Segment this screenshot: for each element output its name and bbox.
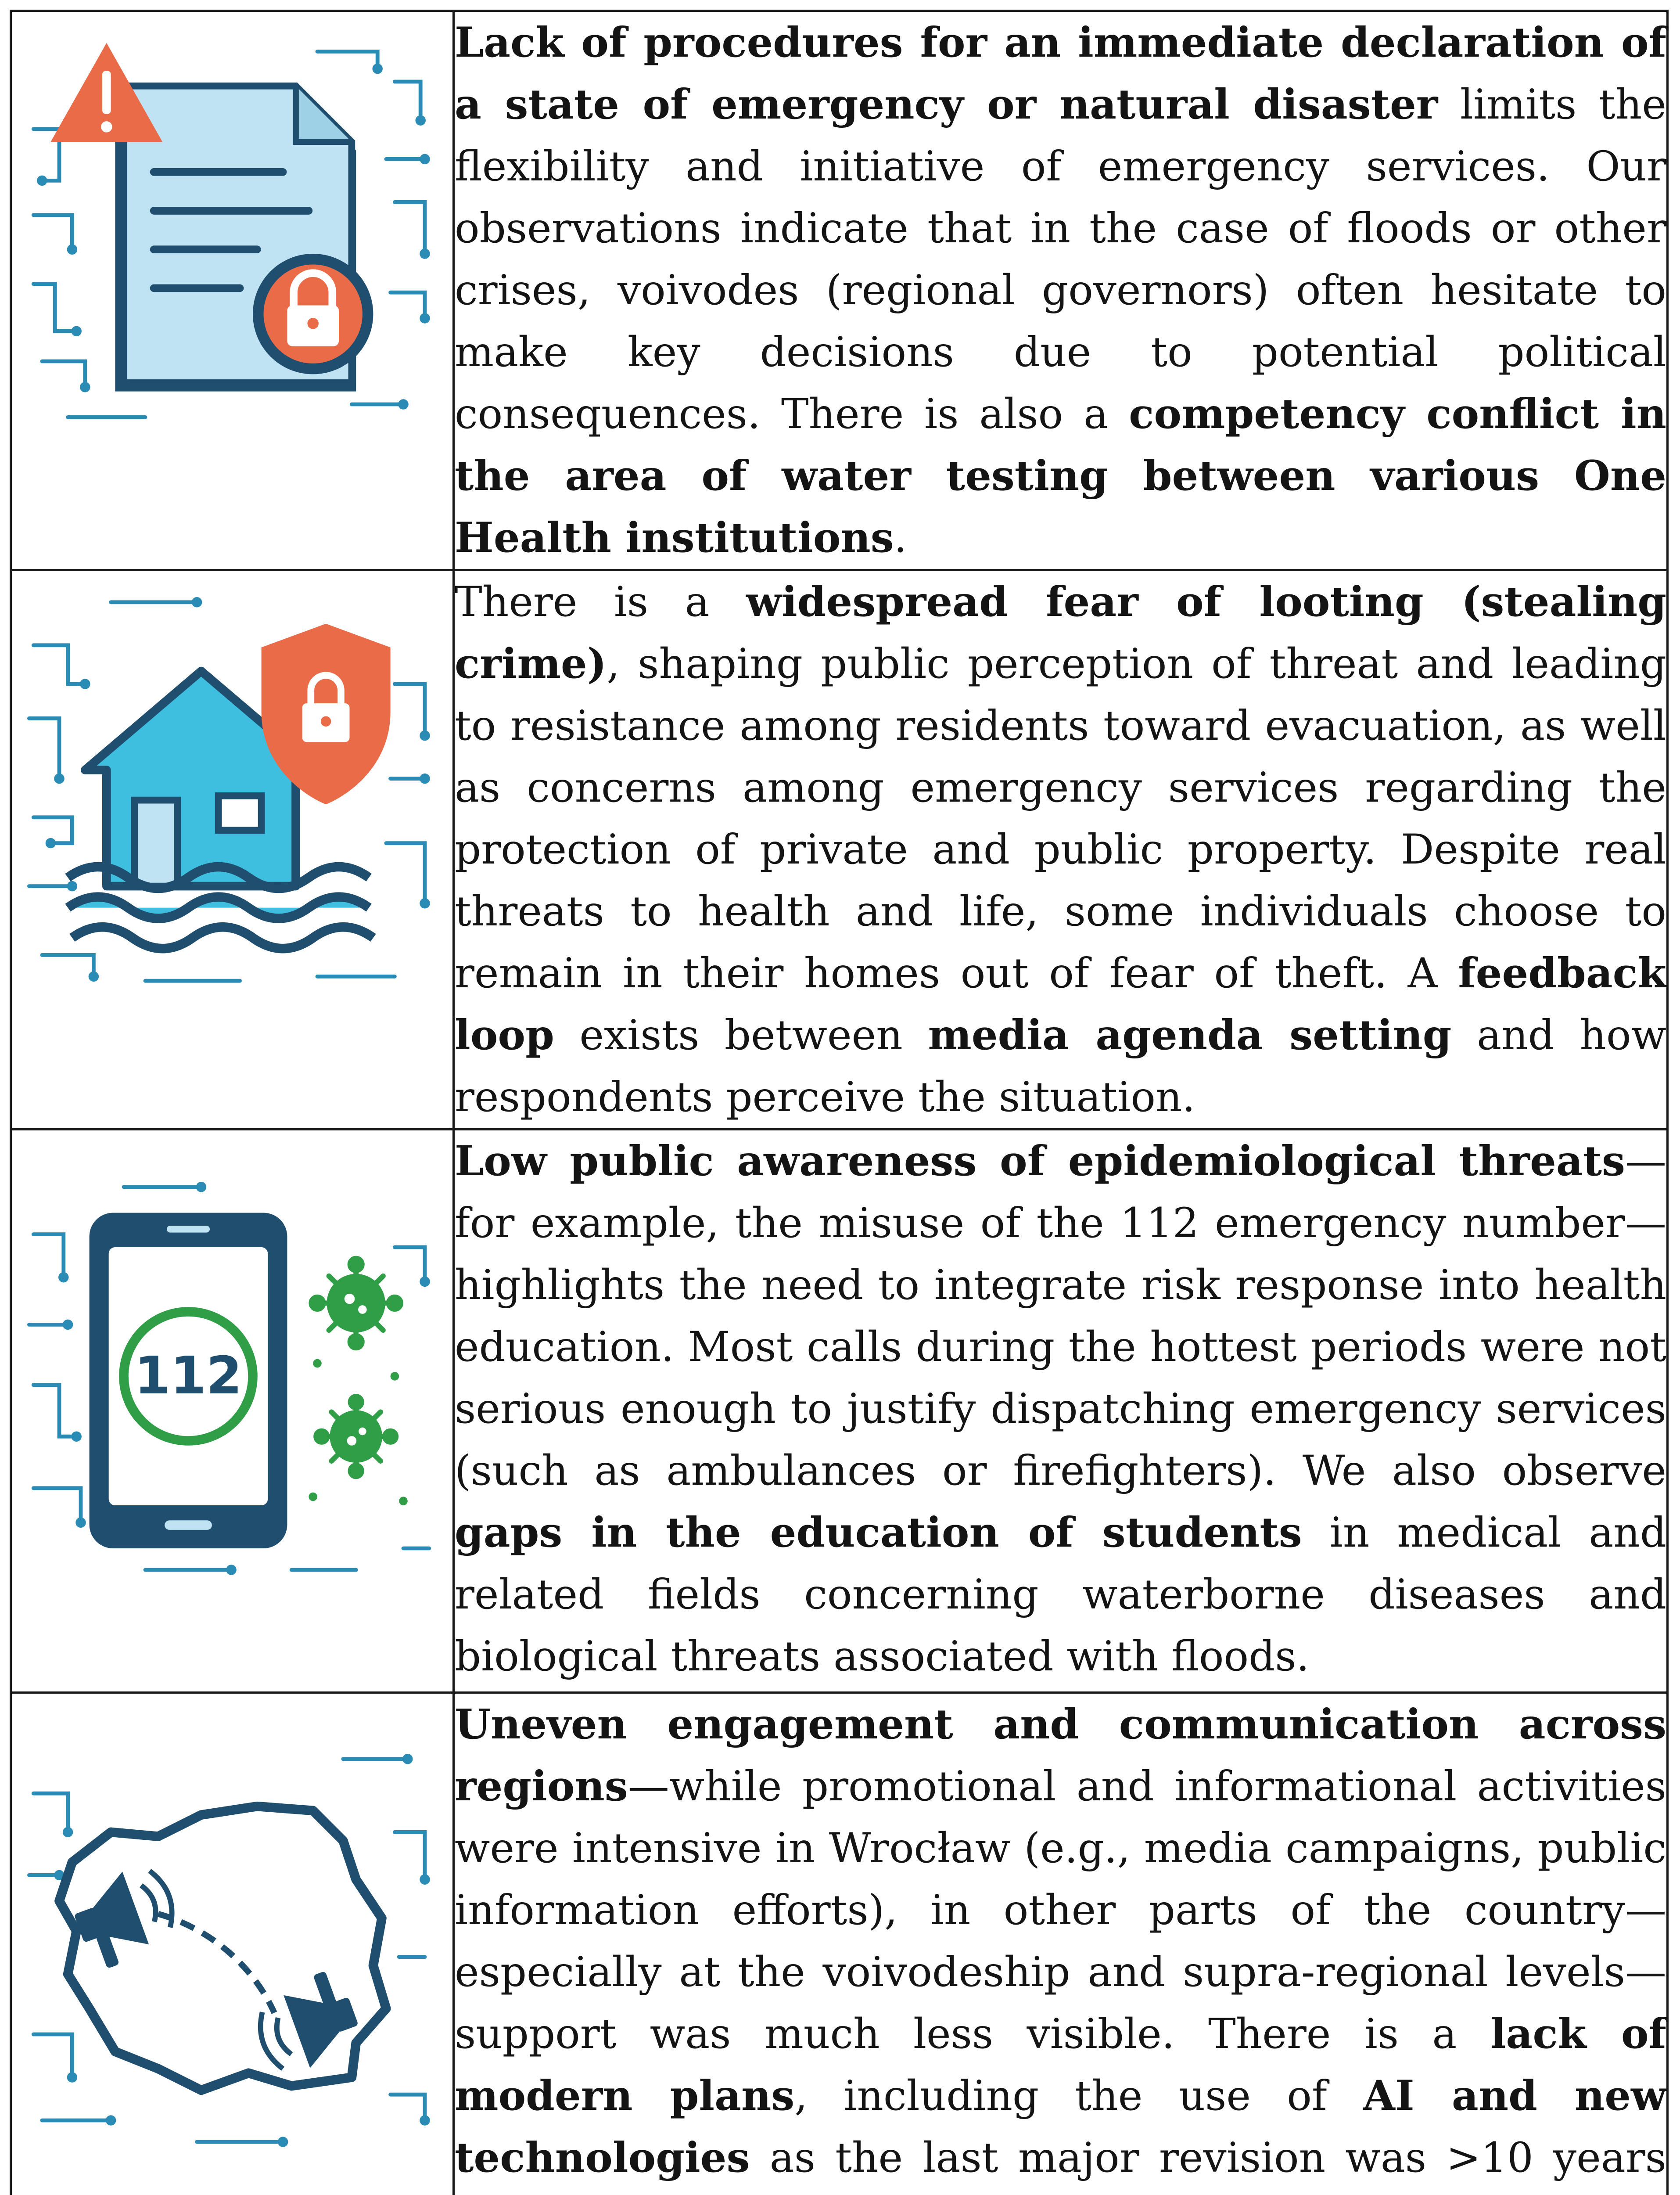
- text: —for example, the misuse of the 112 emergency number—highlights the need to integrate risk response into health education. Most calls during the hottest periods were not serious enough to justify dispatching emergency services (such as ambulances or firefighters). We also observe: [455, 1137, 1666, 1495]
- finding-paragraph: [455, 1130, 1666, 1688]
- text: There is a: [455, 578, 747, 626]
- text-cell: [454, 1693, 1668, 2195]
- text: —while promotional and informational activities were intensive in Wrocław (e.g., media campaigns, public information efforts), in other parts of the country—especially at the voivodeship and supra-regional levels—support was much less visible. There is a: [455, 1763, 1666, 2058]
- text-cell: [454, 570, 1668, 1130]
- poland-map-megaphones-icon: [16, 1733, 446, 2163]
- icon-cell: [11, 11, 454, 570]
- text: , shaping public perception of threat and leading to resistance among residents toward evacuation, as well as concerns among emergency services regarding the protection of private and public property. Despite real threats to health and life, some individuals choose to remain in their homes out of fear of theft. A: [455, 640, 1666, 997]
- bold-text: feedback loop: [455, 949, 1666, 1059]
- flooded-house-shield-icon: [16, 576, 446, 1007]
- text: , including the use of: [794, 2072, 1363, 2120]
- text: in medical and related fields concerning waterborne diseases and biological threats associated with floods.: [455, 1509, 1666, 1680]
- bold-text: gaps in the education of students: [455, 1508, 1302, 1557]
- bold-text: media agenda setting: [928, 1011, 1452, 1059]
- text-cell: [454, 1130, 1668, 1693]
- text: as the last major revision was >10 years: [769, 2134, 1666, 2182]
- bold-text: Low public awareness of epidemiological threats: [455, 1137, 1625, 1185]
- icon-cell: [11, 1693, 454, 2195]
- finding-paragraph: [455, 12, 1666, 569]
- text: exists between: [554, 1011, 928, 1059]
- findings-table: [10, 10, 1669, 2195]
- text: limits the flexibility and initiative of emergency services. Our observations indicate that in the case of floods or other crises, voivodes (regional governors) often hesitate to make key decisions due to potential political consequences. There is also a: [455, 81, 1666, 438]
- table-row: [11, 1130, 1668, 1693]
- bold-text: AI and new technologies: [455, 2072, 1666, 2182]
- text: .: [894, 514, 907, 562]
- text-cell: [454, 11, 1668, 570]
- icon-cell: [11, 1130, 454, 1693]
- bold-text: widespread fear of looting (stealing crime): [455, 578, 1666, 688]
- icon-cell: [11, 570, 454, 1130]
- table-row: [11, 570, 1668, 1130]
- emergency-number: 112: [134, 1346, 242, 1406]
- finding-paragraph: [455, 1694, 1666, 2195]
- bold-text: Lack of procedures for an immediate declaration of a state of emergency or natural disaster: [455, 18, 1666, 129]
- bold-text: lack of modern plans: [455, 2010, 1666, 2120]
- text: and how respondents perceive the situation.: [455, 1011, 1667, 1121]
- table-row: [11, 11, 1668, 570]
- table-row: [11, 1693, 1668, 2195]
- bold-text: Uneven engagement and communication across regions: [455, 1700, 1666, 1810]
- finding-paragraph: [455, 571, 1666, 1128]
- document-warning-lock-icon: [16, 17, 446, 447]
- phone-112-virus-icon: [16, 1161, 446, 1591]
- bold-text: competency conflict in the area of water testing between various One Health institutions: [455, 390, 1666, 562]
